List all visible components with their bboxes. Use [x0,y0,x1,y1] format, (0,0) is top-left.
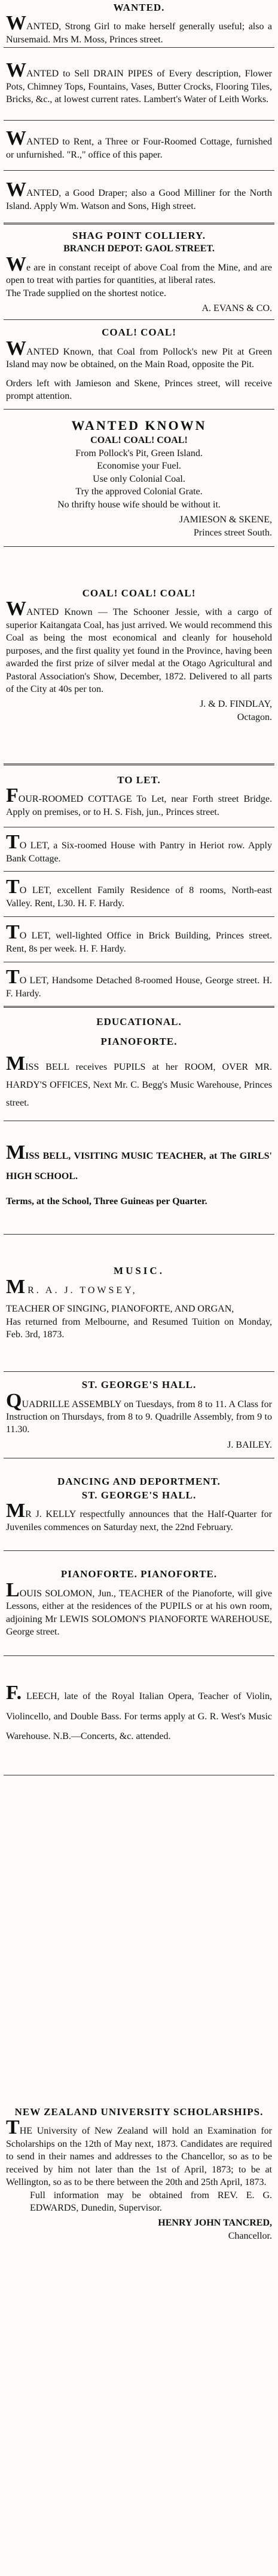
music-heading: MUSIC. [114,1265,164,1277]
coal3-signature: J. & D. FINDLAY, [200,699,272,710]
quadrille-body: QUADRILLE ASSEMBLY on Tuesdays, from 8 to 11. A Class for Instruction on Thursdays, from 8 to 9. Quadrille Assembly, from 9 to 11.30. [6,1389,272,1435]
shag-depot: BRANCH DEPOT: GAOL STREET. [63,244,215,254]
coal1-heading: COAL! COAL! [102,327,176,338]
wanted-draper-text: WANTED, a Good Draper; also a Good Milliner for the North Island. Apply Wm. Watson and Sons, High street. [6,178,272,211]
nzu-body: THE University of New Zealand will hold an Examination for Scholarships on the 12th of May next, 1873. Candidates are required to send in their names and addresses to the Chancellor, so as to be received by him not later than the 1st of April, 1873; to be at Wellington, so as to be there between the 20th and 25th April, 1873. [6,2116,272,2188]
pianoforte-heading: PIANOFORTE. [100,1035,178,1047]
solomon-ad [4,1551,274,1656]
wanted-cottage-text: WANTED to Rent, a Three or Four-Roomed Cottage, furnished or unfurnished. "R.," office of this paper. [6,127,272,160]
dancing-ad [4,1458,274,1551]
shag-point-colliery-ad [4,224,274,320]
to-let-a: FOUR-ROOMED COTTAGE To Let, near Forth street Bridge. Apply on premises, or to H. S. Fish, jun., Princes street. [6,784,272,817]
to-let-e: TO LET, Handsome Detached 8-roomed House, George street. H. F. Hardy. [6,966,272,999]
wanted-known-coal-ad [4,410,274,547]
coal2-line3: Use only Colonial Coal. [93,473,185,484]
to-let-cottage-ad [4,765,274,827]
coal-pollock-ad [4,320,274,410]
wanted-cottage-ad [4,121,274,171]
coal2-shout: COAL! COAL! COAL! [90,435,188,446]
educational-heading: EDUCATIONAL. [96,1016,182,1028]
solomon-body: LOUIS SOLOMON, Jun., TEACHER of the Pianoforte, will give Lessons, either at the residences of the PUPILS or at his own room, adjoining Mr LEWIS SOLOMON'S PIANOFORTE WAREHOUSE, George street. [6,1579,272,1638]
coal3-body: WANTED Known — The Schooner Jessie, with a cargo of superior Kaitangata Coal, has just arrived. We would recommend this Coal as being the most economical and cleanly for household purposes, and the first quality yet found in the Province, having been awarded the first prize of silver medal at the Otago Agricultural and Pastoral Association's Show, December, 1872. Delivered to all parts of the City at 40s per ton. [6,598,272,695]
to-let-b: TO LET, a Six-roomed House with Pantry in Heriot row. Apply Bank Cottage. [6,831,272,864]
drain-pipes-ad [4,48,274,121]
coal3-place: Octagon. [237,712,272,722]
to-let-house-ad [4,962,274,1008]
to-let-c: TO LET, excellent Family Residence of 8 rooms, North-east Valley. Rent, L30. H. F. Hardy. [6,876,272,909]
nz-university-ad [4,1775,274,2572]
towsey-ad [4,1235,274,1372]
shag-body: We are in constant receipt of above Coal from the Mine, and are open to treat with parties for quantities, at liberal rates. [6,253,272,286]
coal2-line2: Economise your Fuel. [97,461,181,472]
towsey-subtitle: TEACHER OF SINGING, PIANOFORTE, AND ORGAN, [6,1304,234,1315]
nzu-title: Chancellor. [228,2230,272,2241]
bell-room-text: MISS BELL receives PUPILS at her ROOM, OVER MR. HARDY'S OFFICES, Next Mr. C. Begg's Music Warehouse, Princes street. [6,1052,272,1109]
dancing-sub: ST. GEORGE'S HALL. [81,1489,197,1501]
nzu-info: Full information may be obtained from REV. E. G. EDWARDS, Dunedin, Supervisor. [30,2190,272,2214]
dancing-heading: DANCING AND DEPORTMENT. [57,1475,221,1487]
st-georges-quadrille-ad [4,1372,274,1458]
wanted-girl-text: WANTED, Strong Girl to make herself generally useful; also a Nursemaid. Mrs M. Moss, Princes street. [6,12,272,45]
leech-body: F. LEECH, late of the Royal Italian Opera, Teacher of Violin, Violincello, and Double Bass. For terms apply at G. R. West's Music Warehouse. N.B.—Concerts, &c. attended. [6,1682,272,1742]
coal-jessie-ad [4,547,274,765]
to-let-d: TO LET, well-lighted Office in Brick Building, Princes street. Rent, 8s per week. H. F. Hardy. [6,921,272,954]
drain-pipes-text: WANTED to Sell DRAIN PIPES of Every description, Flower Pots, Chimney Tops, Fountains, Vases, Butter Crocks, Flooring Tiles, Bricks, &c., at lowest current rates. Lambert's Water of Leith Works. [6,59,272,105]
wanted-girl-ad [4,0,274,48]
coal1-body: WANTED Known, that Coal from Pollock's new Pit at Green Island may now be obtained, on the Main Road, opposite the Pit. [6,337,272,370]
to-let-heading: TO LET. [117,774,161,786]
st-georges-heading: ST. GEORGE'S HALL. [81,1378,197,1390]
bell-terms: Terms, at the School, Three Guineas per Quarter. [6,1196,207,1207]
to-let-heriot-ad [4,827,274,872]
pianoforte-double-heading: PIANOFORTE. PIANOFORTE. [60,1568,218,1580]
bailey-signature: J. BAILEY. [227,1439,272,1450]
nzu-signature: HENRY JOHN TANCRED, [158,2218,272,2229]
coal2-heading: WANTED KNOWN [71,418,207,433]
wanted-heading: WANTED. [113,1,165,13]
miss-bell-visiting-ad [4,1121,274,1235]
shag-trade: The Trade supplied on the shortest notice. [6,288,166,298]
bell-visiting-text: MISS BELL, VISITING MUSIC TEACHER, at The GIRLS' HIGH SCHOOL. [6,1141,272,1181]
leech-ad [4,1656,274,1775]
kelly-body: MR J. KELLY respectfully announces that the Half-Quarter for Juveniles commences on Saturday next, the 22nd February. [6,1500,272,1532]
to-let-office-ad [4,917,274,962]
coal2-line1: From Pollock's Pit, Green Island. [75,448,203,458]
coal1-orders: Orders left with Jamieson and Skene, Princes street, will receive prompt attention. [6,378,272,402]
shag-heading: SHAG POINT COLLIERY. [72,229,206,241]
coal2-signature: JAMIESON & SKENE, [179,515,272,525]
miss-bell-room-ad [4,1008,274,1121]
coal2-line5: No thrifty house wife should be without it. [57,499,221,510]
towsey-body: Has returned from Melbourne, and Resumed Tuition on Monday, Feb. 3rd, 1873. [6,1316,272,1340]
coal2-line4: Try the approved Colonial Grate. [75,487,203,497]
coal2-address: Princes street South. [193,527,272,538]
towsey-name: MR. A. J. TOWSEY, [6,1276,138,1298]
shag-signature: A. EVANS & CO. [201,303,272,314]
to-let-valley-ad [4,872,274,917]
wanted-draper-ad [4,171,274,224]
coal3-heading: COAL! COAL! COAL! [82,587,196,599]
nzu-heading: NEW ZEALAND UNIVERSITY SCHOLARSHIPS. [14,2106,264,2118]
